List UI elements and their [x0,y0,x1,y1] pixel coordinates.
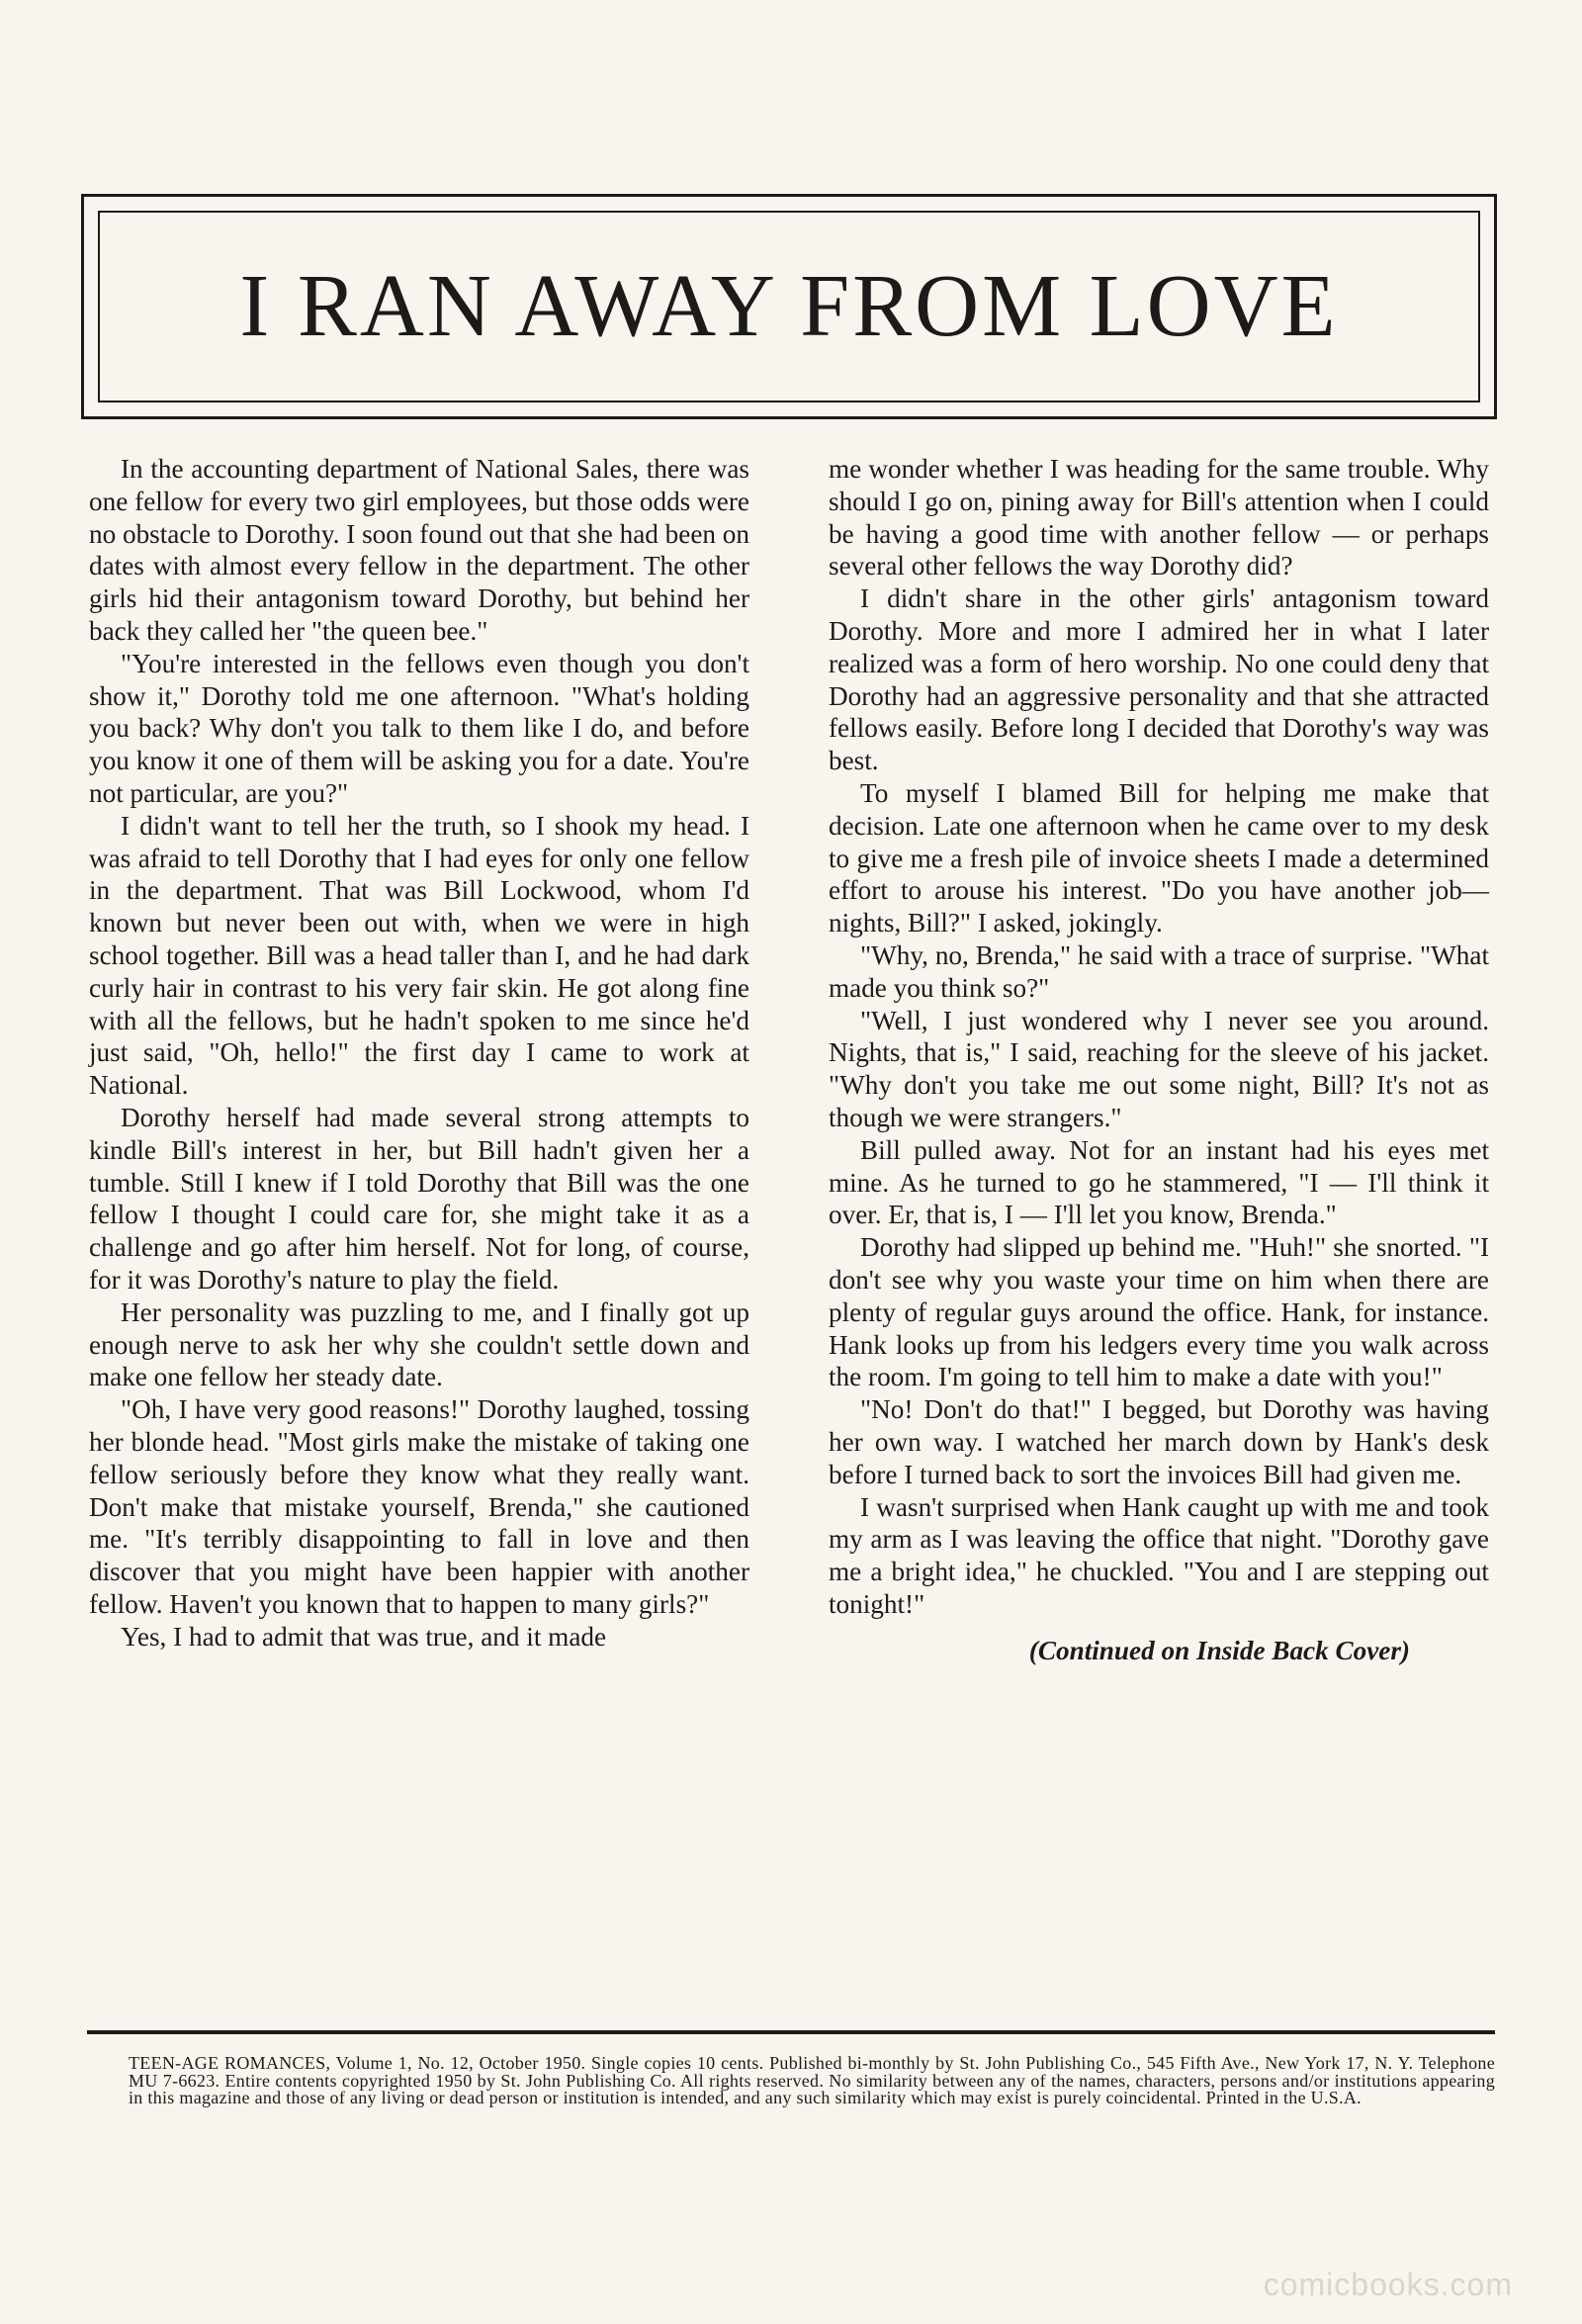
right-column [829,453,1489,1666]
continued-note: (Continued on Inside Back Cover) [1028,1635,1410,1665]
paragraph: "No! Don't do that!" I begged, but Dorothy was having her own way. I watched her march down by Hank's desk before I turned back to sort the invoices Bill had given me. [829,1394,1489,1489]
paragraph: Yes, I had to admit that was true, and it made [121,1621,607,1652]
title-frame [81,194,1497,419]
paragraph: I didn't share in the other girls' antagonism toward Dorothy. More and more I admired her in what I later realized was a form of hero worship. No one could deny that Dorothy had an aggressive personality and that she attracted fellows easily. Before long I decided that Dorothy's way was best. [829,583,1489,776]
left-column [89,453,749,1653]
paragraph: Her personality was puzzling to me, and I finally got up enough nerve to ask her why she couldn't settle down and make one fellow her steady date. [89,1296,749,1392]
paragraph: To myself I blamed Bill for helping me make that decision. Late one afternoon when he came over to my desk to give me a fresh pile of invoice sheets I made a determined effort to arouse his interest. "Do you have another job—nights, Bill?" I asked, jokingly. [829,777,1489,939]
paragraph: Dorothy had slipped up behind me. "Huh!" she snorted. "I don't see why you waste your time on him when there are plenty of regular guys around the office. Hank, for instance. Hank looks up from his ledgers every time you walk across the room. I'm going to tell him to make a date with you!" [829,1232,1489,1392]
paragraph: "You're interested in the fellows even though you don't show it," Dorothy told me one afternoon. "What's holding you back? Why don't you talk to them like I do, and before you know it one of them will be asking you for a date. You're not particular, are you?" [89,648,749,808]
paragraph: I wasn't surprised when Hank caught up with me and took my arm as I was leaving the office that night. "Dorothy gave me a bright idea," he chuckled. "You and I are stepping out tonight!" [829,1491,1489,1619]
publication-notice: TEEN-AGE ROMANCES, Volume 1, No. 12, October 1950. Single copies 10 cents. Published bi-monthly by St. John Publishing Co., 545 Fifth Ave., New York 17, N. Y. Telephone MU 7-6623. Entire contents copyrighted 1950 by St. John Publishing Co. All rights reserved. No similarity between any of the names, characters, persons and/or institutions appearing in this magazine and those of any living or dead person or institution is intended, and any such similarity which may exist is purely coincidental. Printed in the U.S.A. [129,2053,1495,2107]
paragraph: I didn't want to tell her the truth, so I shook my head. I was afraid to tell Dorothy that I had eyes for only one fellow in the department. That was Bill Lockwood, whom I'd known but never been out with, when we were in high school together. Bill was a head taller than I, and he had dark curly hair in contrast to his very fair skin. He got along fine with all the fellows, but he hadn't spoken to me since he'd just said, "Oh, hello!" the first day I came to work at National. [89,810,749,1101]
footer-divider [87,2030,1495,2034]
paragraph: "Why, no, Brenda," he said with a trace of surprise. "What made you think so?" [829,939,1489,1003]
title-inner-frame [98,211,1480,402]
paragraph-continuation: me wonder whether I was heading for the same trouble. Why should I go on, pining away for Bill's attention when I could be having a good time with another fellow — or perhaps several other fellows the way Dorothy did? [829,454,1489,581]
story-title: I RAN AWAY FROM LOVE [239,257,1339,355]
paragraph: In the accounting department of National Sales, there was one fellow for every two girl employees, but those odds were no obstacle to Dorothy. I soon found out that she had been on dates with almost every fellow in the department. The other girls hid their antagonism toward Dorothy, but behind her back they called her "the queen bee." [89,454,749,646]
paragraph: "Well, I just wondered why I never see you around. Nights, that is," I said, reaching for the sleeve of his jacket. "Why don't you take me out some night, Bill? It's not as though we were strangers." [829,1005,1489,1132]
watermark: comicbooks.com [1263,2267,1513,2302]
paragraph: Bill pulled away. Not for an instant had his eyes met mine. As he turned to go he stammered, "I — I'll think it over. Er, that is, I — I'll let you know, Brenda." [829,1134,1489,1230]
paragraph: Dorothy herself had made several strong attempts to kindle Bill's interest in her, but Bill hadn't given her a tumble. Still I knew if I told Dorothy that Bill was the one fellow I thought I could care for, she might take it as a challenge and go after him herself. Not for long, of course, for it was Dorothy's nature to play the field. [89,1102,749,1295]
paragraph: "Oh, I have very good reasons!" Dorothy laughed, tossing her blonde head. "Most girls make the mistake of taking one fellow seriously before they know what they really want. Don't make that mistake yourself, Brenda," she cautioned me. "It's terribly disappointing to fall in love and then discover that you might have been happier with another fellow. Haven't you known that to happen to many girls?" [89,1394,749,1619]
